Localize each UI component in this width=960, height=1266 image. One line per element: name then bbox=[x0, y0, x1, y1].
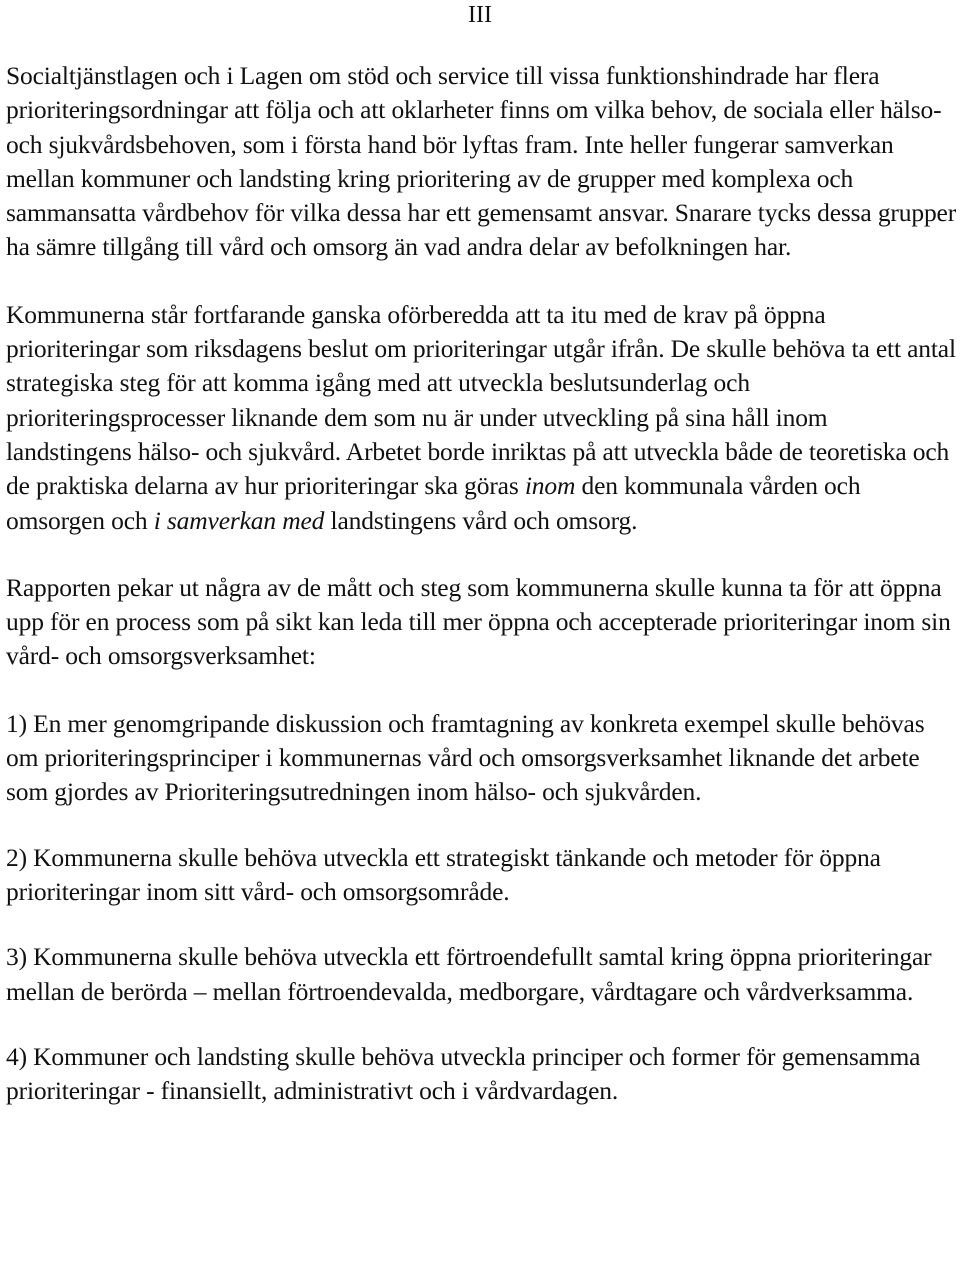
paragraph-report-summary: Rapporten pekar ut några av de mått och steg som kommunerna skulle kunna ta för att öppna upp för en process som på sikt kan leda till mer öppna och accepterade prioriteringar inom sin vård- och omsorgsverksamhet: bbox=[6, 572, 951, 671]
paragraph-municipalities-text-1: Kommunerna står fortfarande ganska oförberedda att ta itu med de krav på öppna prioriteringar som riksdagens beslut om prioriteringar utgår ifrån. De skulle behöva ta ett antal strategiska steg för att komma igång med att utveckla beslutsunderlag och prioriteringsprocesser liknande dem som nu är under utveckling på sina håll inom landstingens hälso- och sjukvård. Arbetet borde inriktas på att utveckla både de teoretiska och de praktiska delarna av hur prioriteringar ska göras bbox=[6, 299, 956, 501]
list-item-4: 4) Kommuner och landsting skulle behöva utveckla principer och former för gemensamma prioriteringar - finansiellt, administrativt och i vårdvardagen. bbox=[6, 1041, 921, 1106]
page-number: III bbox=[468, 2, 492, 28]
list-item-1: 1) En mer genomgripande diskussion och framtagning av konkreta exempel skulle behövas om prioriteringsprinciper i kommunernas vård och omsorgsverksamhet liknande det arbete som gjordes av Prioriteringsutredningen inom hälso- och sjukvården. bbox=[6, 708, 925, 807]
paragraph-municipalities-text-2: den kommunala vården och omsorgen och bbox=[6, 471, 861, 535]
document-body bbox=[6, 59, 958, 1108]
list-item-3: 3) Kommunerna skulle behöva utveckla ett förtroendefullt samtal kring öppna prioriteringar mellan de berörda – mellan förtroendevalda, medborgare, vårdtagare och vårdverksamma. bbox=[6, 942, 932, 1006]
paragraph-intro: Socialtjänstlagen och i Lagen om stöd och service till vissa funktionshindrade har flera prioriteringsordningar att följa och att oklarheter finns om vilka behov, de sociala eller hälso- och sjukvårdsbehoven, som i första hand bör lyftas fram. Inte heller fungerar samverkan mellan kommuner och landsting kring prioritering av de grupper med komplexa och sammansatta vårdbehov för vilka dessa har ett gemensamt ansvar. Snarare tycks dessa grupper ha sämre tillgång till vård och omsorg än vad andra delar av befolkningen har. bbox=[6, 61, 957, 262]
emphasis-inom: inom bbox=[524, 471, 576, 501]
paragraph-municipalities-text-3: landstingens vård och omsorg. bbox=[324, 505, 638, 535]
list-item-2: 2) Kommunerna skulle behöva utveckla ett strategiskt tänkande och metoder för öppna prioriteringar inom sitt vård- och omsorgsområde. bbox=[6, 842, 881, 906]
paragraph-municipalities bbox=[6, 298, 958, 538]
emphasis-i-samverkan-med: i samverkan med bbox=[153, 505, 325, 535]
